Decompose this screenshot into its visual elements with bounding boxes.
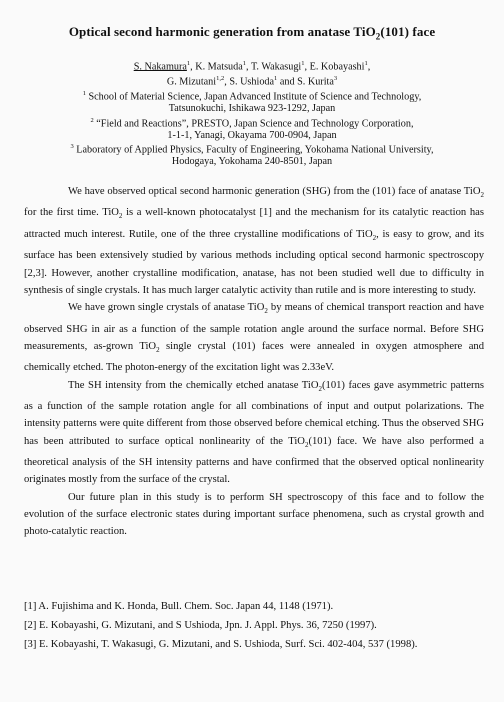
author-separator: ,: [304, 61, 310, 73]
author-separator: ,: [190, 61, 196, 73]
author-name: S. Ushioda: [229, 76, 275, 88]
author-affiliation-mark: 1: [274, 74, 278, 82]
affiliation-address: 1-1-1, Yanagi, Okayama 700-0904, Japan: [167, 129, 337, 141]
author-line-2: [40, 73, 464, 88]
author-name: E. Kobayashi: [309, 61, 365, 73]
affiliation-text: School of Material Science, Japan Advanced Institute of Science and Technology,: [85, 91, 422, 103]
paper-title: [0, 24, 504, 42]
affiliation-number: 3: [70, 143, 74, 151]
affiliation-address: Hodogaya, Yokohama 240-8501, Japan: [171, 156, 333, 168]
reference-item: [1] A. Fujishima and K. Honda, Bull. Chem. Soc. Japan 44, 1148 (1971).: [24, 601, 334, 612]
affiliation-number: 1: [82, 89, 86, 97]
paragraph: Our future plan in this study is to perform SH spectroscopy of this face and to follow the evolution of the surface electronic states during important surface phenomena, such as crystal growth and photo-catalytic reaction.: [24, 491, 484, 538]
author-name: S. Kurita: [297, 76, 334, 88]
paragraph: We have observed optical second harmonic generation (SHG) from the (101) face of anatase TiO$_2$ for the first time. TiO$_2$ is a well-known photocatalyst [1] and the mechanism for its catalytic reaction has attracted much interest. Rutile, one of the three crystalline modifications of TiO$_2$, is easy to grow, and its surface has been extensively studied by various methods including optical second harmonic spectroscopy [2,3]. However, another crystalline modification, anatase, has not been studied well due to difficulty in synthesis of single crystals. It has much larger catalytic activity than rutile and is more interesting to study.: [24, 186, 484, 296]
author-affiliation-mark: 1: [186, 60, 191, 67]
author-name: G. Mizutani: [166, 76, 217, 88]
author-separator: ,: [367, 61, 371, 73]
title-tail: (101) face: [380, 24, 436, 39]
paragraph: The SH intensity from the chemically etched anatase TiO$_2$(101) faces gave asymmetric patterns as a function of the sample rotation angle for all combinations of input and output polarizations. The intensity patterns were quite different from those observed before chemical etching. Thus the observed SHG has been attributed to surface optical nonlinearity of the TiO$_2$(101) face. We have also performed a theoretical analysis of the SH intensity patterns and have confirmed that the observed optical nonlinearity originates mostly from the surface of the crystal.: [24, 379, 484, 486]
author-affiliation-mark: 1: [242, 60, 247, 67]
author-name: K. Matsuda: [195, 61, 243, 73]
author-affiliation-mark: 1: [364, 60, 368, 67]
reference-list: [24, 597, 484, 654]
author-separator: ,: [246, 61, 251, 73]
affiliation-line: [40, 115, 464, 130]
affiliation-list: [40, 88, 464, 168]
affiliation-text: “Field and Reactions”, PRESTO, Japan Science and Technology Corporation,: [93, 117, 414, 129]
title-subscript: 2: [375, 31, 381, 42]
author-separator: ,: [224, 76, 230, 88]
paragraph: We have grown single crystals of anatase TiO$_2$ by means of chemical transport reaction and have observed SHG in air as a function of the sample rotation angle around the surface normal. Before SHG measurements, as-grown TiO$_2$ single crystal (101) faces were annealed in oxygen atmosphere and chemically etched. The photon-energy of the excitation light was 2.33eV.: [24, 302, 485, 374]
affiliation-line: [40, 88, 464, 103]
affiliation-number: 2: [90, 116, 94, 124]
affiliation-address: Tatsunokuchi, Ishikawa 923-1292, Japan: [168, 102, 336, 114]
author-name: T. Wakasugi: [250, 61, 302, 73]
abstract-body: [24, 183, 484, 540]
reference-item: [2] E. Kobayashi, G. Mizutani, and S Ushioda, Jpn. J. Appl. Phys. 36, 7250 (1997).: [24, 620, 377, 631]
author-name: S. Nakamura: [133, 61, 187, 73]
author-affiliation-mark: 1: [301, 60, 305, 67]
title-text: Optical second harmonic generation from anatase TiO: [68, 24, 376, 39]
affiliation-text: Laboratory of Applied Physics, Faculty of Engineering, Yokohama National University,: [73, 144, 434, 156]
author-separator: and: [277, 76, 298, 88]
affiliation-line: [40, 141, 464, 156]
author-affiliation-mark: 3: [333, 74, 338, 82]
author-affiliation-mark: 1,2: [216, 74, 225, 82]
author-block: [40, 58, 464, 168]
author-line-1: [40, 58, 464, 73]
reference-item: [3] E. Kobayashi, T. Wakasugi, G. Mizutani, and S. Ushioda, Surf. Sci. 402-404, 537 (1998).: [24, 639, 418, 650]
